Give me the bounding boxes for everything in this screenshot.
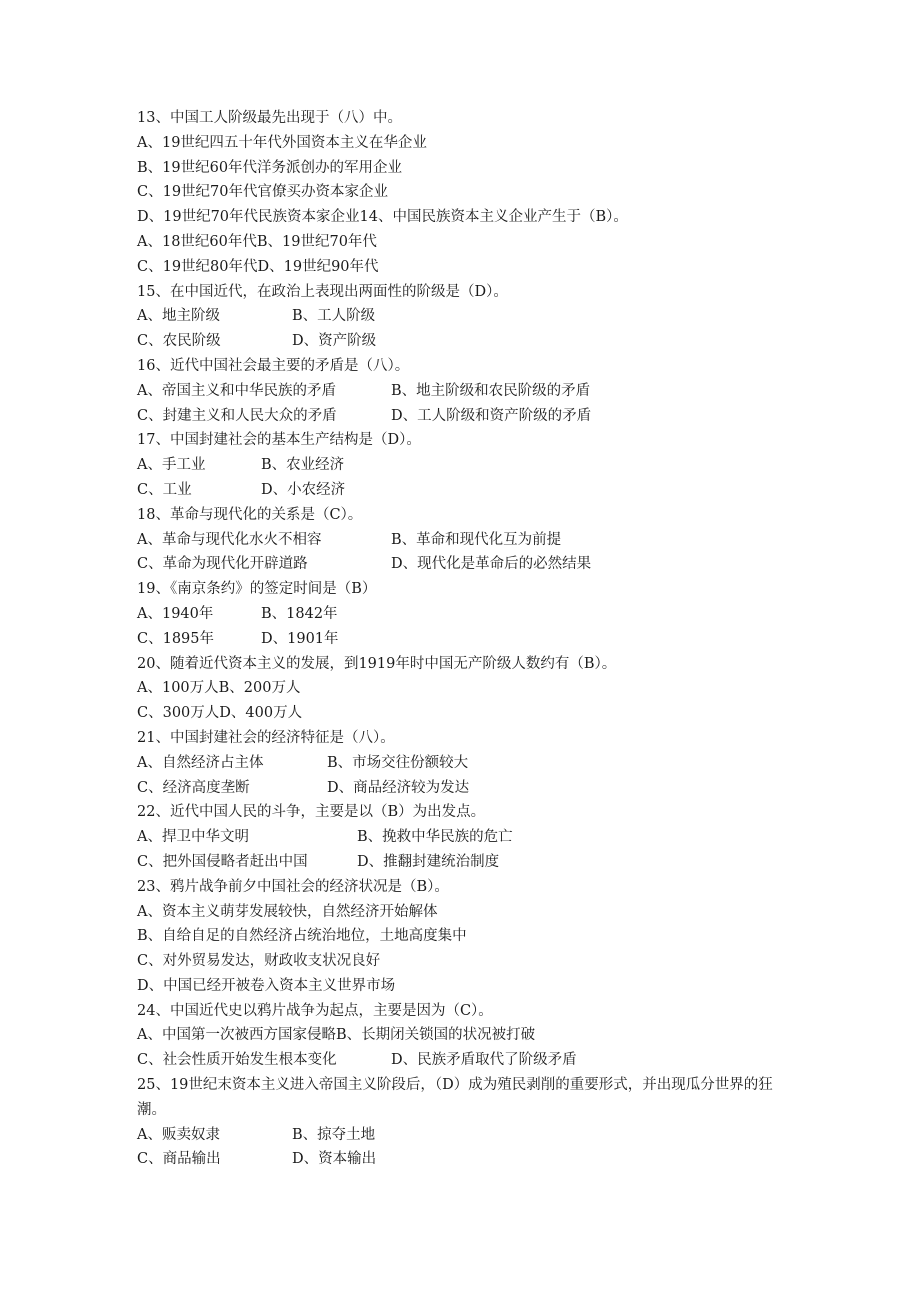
option-row (137, 1147, 787, 1172)
question-13: 13、中国工人阶级最先出现于（八）中。 (137, 110, 402, 126)
option-d: D、工人阶级和资产阶级的矛盾 (391, 407, 592, 424)
option-line: D、中国已经开被卷入资本主义世界市场 (137, 977, 396, 994)
option-row (137, 552, 787, 577)
question-24: 24、中国近代史以鸦片战争为起点，主要是因为（C）。 (137, 1002, 493, 1019)
option-d: D、资本输出 (292, 1151, 377, 1168)
option-a: A、手工业 (137, 457, 206, 474)
option-line: A、18世纪60年代B、19世纪70年代 (137, 233, 377, 250)
option-line: B、19世纪60年代洋务派创办的军用企业 (137, 159, 403, 176)
option-c: C、1895年 (137, 630, 214, 647)
option-row (137, 329, 787, 354)
option-b: B、市场交往份额较大 (327, 754, 469, 771)
question-23: 23、鸦片战争前夕中国社会的经济状况是（B）。 (137, 878, 449, 895)
option-line: A、资本主义萌芽发展较快，自然经济开始解体 (137, 903, 438, 920)
option-c: C、把外国侵略者赶出中国 (137, 853, 308, 870)
option-row (137, 1048, 787, 1073)
document-body (137, 106, 787, 1172)
option-row (137, 404, 787, 429)
option-row (137, 304, 787, 329)
option-c: C、工业 (137, 481, 192, 498)
option-row (137, 776, 787, 801)
option-a: A、贩卖奴隶 (137, 1126, 220, 1143)
option-row (137, 453, 787, 478)
option-line: C、19世纪70年代官僚买办资本家企业 (137, 184, 388, 201)
option-row (137, 478, 787, 503)
option-c: C、经济高度垄断 (137, 779, 250, 796)
option-c: C、农民阶级 (137, 333, 221, 350)
option-d: D、推翻封建统治制度 (357, 853, 500, 870)
question-20: 20、随着近代资本主义的发展，到1919年时中国无产阶级人数约有（B）。 (137, 655, 617, 672)
option-c: C、商品输出 (137, 1151, 221, 1168)
option-b: B、革命和现代化互为前提 (391, 531, 562, 548)
option-b: B、1842年 (261, 605, 338, 622)
option-row (137, 528, 787, 553)
option-line: A、100万人B、200万人 (137, 680, 301, 697)
option-row (137, 1123, 787, 1148)
question-16: 16、近代中国社会最主要的矛盾是（八）。 (137, 357, 410, 374)
option-row (137, 850, 787, 875)
option-c: C、封建主义和人民大众的矛盾 (137, 407, 337, 424)
option-b: B、挽救中华民族的危亡 (357, 829, 513, 846)
option-row (137, 379, 787, 404)
option-b: B、地主阶级和农民阶级的矛盾 (391, 382, 591, 399)
option-line: A、19世纪四五十年代外国资本主义在华企业 (137, 134, 427, 151)
option-d: D、小农经济 (261, 481, 346, 498)
option-a: A、1940年 (137, 605, 214, 622)
option-a: A、自然经济占主体 (137, 754, 264, 771)
option-b: B、掠夺土地 (292, 1126, 376, 1143)
option-b: B、农业经济 (261, 457, 345, 474)
option-row (137, 751, 787, 776)
option-d: D、资产阶级 (292, 333, 377, 350)
option-line-question-14: D、19世纪70年代民族资本家企业14、中国民族资本主义企业产生于（B）。 (137, 209, 628, 226)
option-row (137, 627, 787, 652)
question-19: 19、《南京条约》的签定时间是（B） (137, 581, 377, 598)
option-line: A、中国第一次被西方国家侵略B、长期闭关锁国的状况被打破 (137, 1027, 536, 1044)
option-b: B、工人阶级 (292, 308, 376, 325)
option-row (137, 825, 787, 850)
option-line: C、300万人D、400万人 (137, 705, 303, 722)
option-d: D、现代化是革命后的必然结果 (391, 556, 592, 573)
option-a: A、帝国主义和中华民族的矛盾 (137, 382, 336, 399)
option-row (137, 602, 787, 627)
option-a: A、捍卫中华文明 (137, 829, 249, 846)
option-line: C、对外贸易发达，财政收支状况良好 (137, 953, 381, 970)
question-21: 21、中国封建社会的经济特征是（八）。 (137, 729, 395, 746)
question-22: 22、近代中国人民的斗争，主要是以（B）为出发点。 (137, 804, 486, 821)
question-17: 17、中国封建社会的基本生产结构是（D）。 (137, 432, 421, 449)
option-d: D、商品经济较为发达 (327, 779, 470, 796)
option-d: D、民族矛盾取代了阶级矛盾 (391, 1052, 577, 1069)
question-15: 15、在中国近代，在政治上表现出两面性的阶级是（D）。 (137, 283, 508, 300)
option-d: D、1901年 (261, 630, 339, 647)
option-a: A、地主阶级 (137, 308, 220, 325)
question-18: 18、革命与现代化的关系是（C）。 (137, 506, 363, 523)
option-line: B、自给自足的自然经济占统治地位，土地高度集中 (137, 928, 467, 945)
option-c: C、革命为现代化开辟道路 (137, 556, 308, 573)
question-25: 25、19世纪末资本主义进入帝国主义阶段后，（D）成为殖民剥削的重要形式，并出现瓜分世界的狂潮。 (137, 1077, 773, 1118)
option-a: A、革命与现代化水火不相容 (137, 531, 322, 548)
option-line: C、19世纪80年代D、19世纪90年代 (137, 258, 379, 275)
option-c: C、社会性质开始发生根本变化 (137, 1052, 337, 1069)
